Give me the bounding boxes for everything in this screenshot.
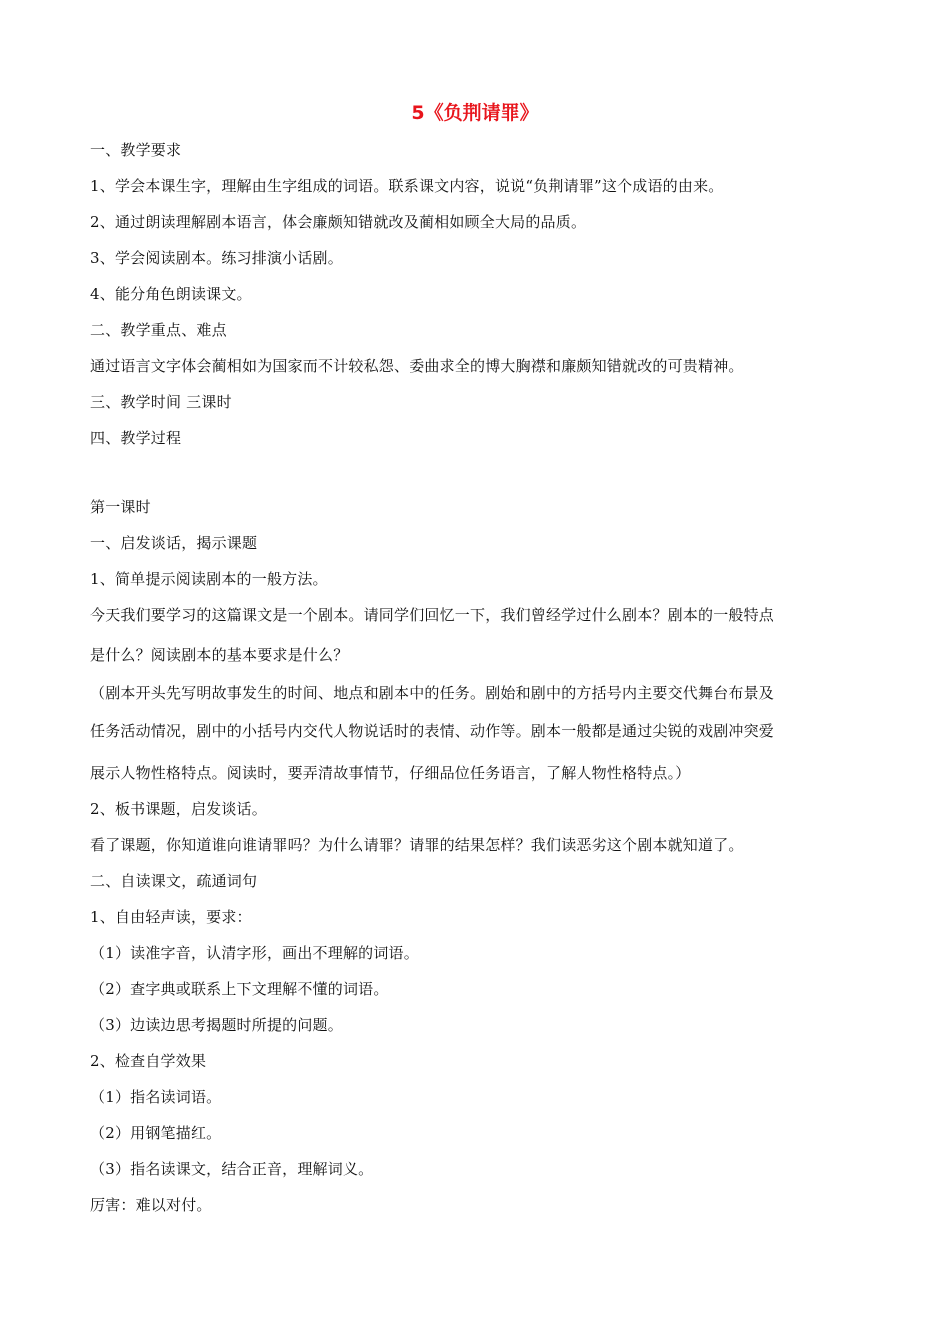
list-item: （1）指名读词语。 (90, 1088, 222, 1106)
list-item: （1）读准字音，认清字形，画出不理解的词语。 (90, 944, 419, 962)
paragraph-line: 是什么？阅读剧本的基本要求是什么？ (90, 646, 349, 664)
paragraph-line: 看了课题，你知道谁向谁请罪吗？为什么请罪？请罪的结果怎样？我们读恶劣这个剧本就知道了。 (90, 836, 744, 854)
paragraph-line: 展示人物性格特点。阅读时，要弄清故事情节，仔细品位任务语言，了解人物性格特点。） (90, 764, 691, 782)
paragraph-line: 任务活动情况，剧中的小括号内交代人物说话时的表情、动作等。剧本一般都是通过尖锐的戏剧冲突爱 (90, 722, 775, 740)
paragraph-line: （剧本开头先写明故事发生的时间、地点和剧本中的任务。剧始和剧中的方括号内主要交代舞台布景及 (90, 684, 775, 702)
section-heading-process: 四、教学过程 (90, 429, 182, 447)
paragraph-line: 今天我们要学习的这篇课文是一个剧本。请同学们回忆一下，我们曾经学过什么剧本？剧本的一般特点 (90, 606, 775, 624)
list-item: （3）指名读课文，结合正音，理解词义。 (90, 1160, 374, 1178)
paragraph-line: 4、能分角色朗读课文。 (90, 285, 252, 303)
list-item: （3）边读边思考揭题时所提的问题。 (90, 1016, 343, 1034)
paragraph-line: 厉害：难以对付。 (90, 1196, 212, 1214)
paragraph-line: 2、通过朗读理解剧本语言，体会廉颇知错就改及蔺相如顾全大局的品质。 (90, 213, 587, 231)
paragraph-line: 2、检查自学效果 (90, 1052, 207, 1070)
lesson-heading: 第一课时 (90, 498, 151, 516)
paragraph-line: 3、学会阅读剧本。练习排演小话剧。 (90, 249, 343, 267)
section-heading-requirements: 一、教学要求 (90, 141, 182, 159)
paragraph-line: 通过语言文字体会蔺相如为国家而不计较私怨、委曲求全的博大胸襟和廉颇知错就改的可贵精神。 (90, 357, 744, 375)
subsection-heading: 一、启发谈话，揭示课题 (90, 534, 258, 552)
document-title: 5《负荆请罪》 (411, 102, 539, 124)
subsection-heading: 二、自读课文，疏通词句 (90, 872, 258, 890)
paragraph-line: 1、学会本课生字，理解由生字组成的词语。联系课文内容，说说“负荆请罪”这个成语的由来。 (90, 177, 724, 195)
list-item: （2）用钢笔描红。 (90, 1124, 222, 1142)
list-item: （2）查字典或联系上下文理解不懂的词语。 (90, 980, 389, 998)
paragraph-line: 1、自由轻声读，要求： (90, 908, 252, 926)
section-heading-focus: 二、教学重点、难点 (90, 321, 227, 339)
paragraph-line: 2、板书课题，启发谈话。 (90, 800, 267, 818)
section-heading-time: 三、教学时间 三课时 (90, 393, 232, 411)
paragraph-line: 1、简单提示阅读剧本的一般方法。 (90, 570, 328, 588)
